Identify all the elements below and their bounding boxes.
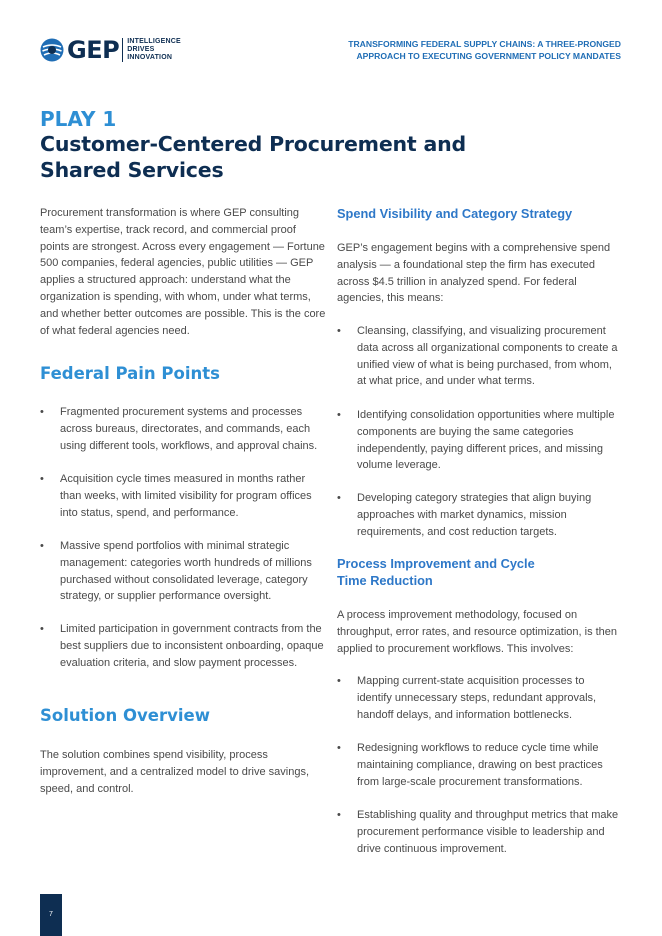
logo-wordmark: GEP: [67, 36, 120, 65]
solution-heading: Solution Overview: [40, 706, 210, 725]
process-intro: A process improvement methodology, focused on throughput, error rates, and resource optimization, is then applied to procurement workflows. This involves:: [337, 609, 618, 655]
logo-divider: [122, 38, 123, 62]
bullet-icon: •: [40, 623, 44, 635]
list-item: • Developing category strategies that align buying approaches with market dynamics, mission requirements, and cost reduction targets.: [337, 492, 592, 538]
bullet-icon: •: [337, 742, 341, 754]
bullet-icon: •: [40, 406, 44, 418]
list-item: • Cleansing, classifying, and visualizing procurement data across all organizational components to create a unified view of what is being purchased, from whom, at what price, and under what terms.: [337, 325, 618, 388]
play-label: PLAY 1: [40, 107, 117, 131]
list-item: • Massive spend portfolios with minimal strategic management: categories worth hundreds of millions purchased without consolidated leverage, category strategy, or supplier performance oversight.: [40, 540, 312, 603]
spend-intro: GEP’s engagement begins with a comprehensive spend analysis — a foundational step the firm has executed across $4.5 trillion in analyzed spend. For federal agencies, this means:: [337, 242, 611, 305]
intro-paragraph: Procurement transformation is where GEP consulting team’s expertise, track record, and commercial proof points are strongest. Across every engagement — Fortune 500 companies, federal agencies, public utilities — GEP applies a structured approach: understand what the organization is spending, with whom, under what terms, and whether better outcomes are possible. This is the core of what federal agencies need.: [40, 207, 326, 337]
spend-heading: Spend Visibility and Category Strategy: [337, 206, 573, 221]
gep-globe-icon: [40, 38, 64, 62]
bullet-icon: •: [337, 809, 341, 821]
bullet-icon: •: [337, 492, 341, 504]
bullet-icon: •: [40, 540, 44, 552]
list-item: • Limited participation in government contracts from the best suppliers due to inconsistent onboarding, opaque evaluation criteria, and slow payment processes.: [40, 623, 324, 669]
list-item: • Establishing quality and throughput metrics that make procurement performance visible to leadership and drive continuous improvement.: [337, 809, 619, 855]
bullet-icon: •: [40, 473, 44, 485]
page-number: 7: [40, 894, 62, 936]
bullet-icon: •: [337, 325, 341, 337]
list-item: • Fragmented procurement systems and processes across bureaus, directorates, and commands, each using different tools, workflows, and approval chains.: [40, 406, 318, 452]
bullet-icon: •: [337, 409, 341, 421]
bullet-icon: •: [337, 675, 341, 687]
process-heading: Process Improvement and Cycle Time Reduction: [337, 556, 535, 588]
list-item: • Mapping current-state acquisition processes to identify unnecessary steps, redundant approvals, handoff delays, and information bottlenecks.: [337, 675, 597, 721]
list-item: • Acquisition cycle times measured in months rather than weeks, with limited visibility for program offices into status, spend, and performance.: [40, 473, 312, 519]
list-item: • Redesigning workflows to reduce cycle time while maintaining compliance, drawing on best practices from large-scale procurement transformations.: [337, 742, 603, 788]
logo-tagline: INTELLIGENCE DRIVES INNOVATION: [127, 38, 181, 62]
gep-logo: [40, 38, 181, 63]
list-item: • Identifying consolidation opportunities where multiple components are buying the same categories independently, paying different prices, and missing volume leverage.: [337, 409, 615, 472]
document-header-title: TRANSFORMING FEDERAL SUPPLY CHAINS: A THREE-PRONGED APPROACH TO EXECUTING GOVERNMENT POLICY MANDATES: [348, 39, 621, 61]
solution-paragraph: The solution combines spend visibility, process improvement, and a centralized model to drive savings, speed, and control.: [40, 749, 310, 795]
page-title: Customer-Centered Procurement and Shared Services: [40, 132, 466, 182]
pain-points-heading: Federal Pain Points: [40, 364, 220, 383]
